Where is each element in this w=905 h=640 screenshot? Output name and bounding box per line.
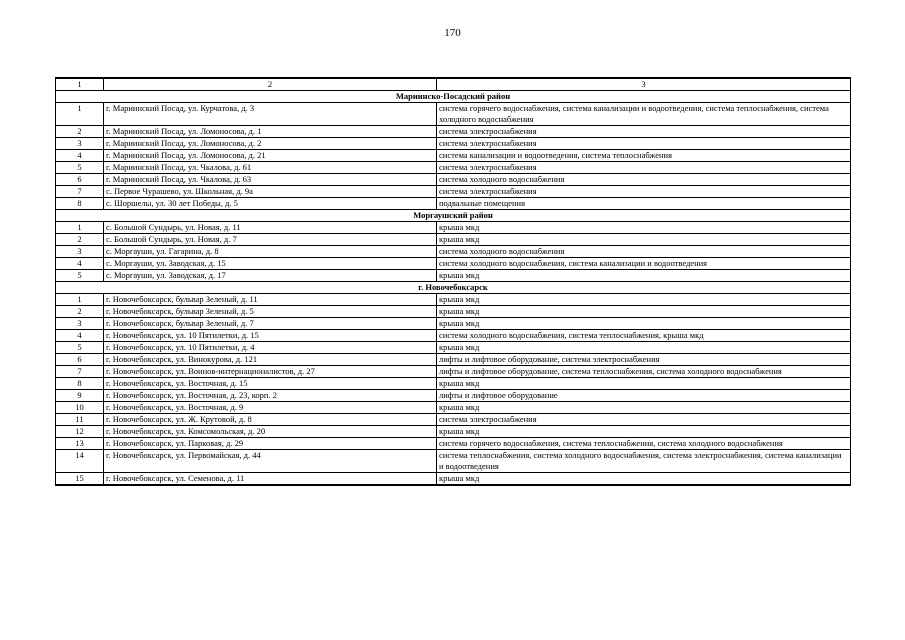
row-address-cell: с. Первое Чурашево, ул. Школьная, д. 9а [104, 186, 437, 198]
row-number-cell: 4 [56, 330, 104, 342]
row-number-cell: 10 [56, 402, 104, 414]
table-row [56, 162, 851, 174]
table-row [56, 258, 851, 270]
table-row [56, 378, 851, 390]
table-row [56, 306, 851, 318]
table-row [56, 402, 851, 414]
row-description-cell: система горячего водоснабжения, система канализации и водоотведения, система теплоснабжения, система холодного водоснабжения [437, 103, 851, 126]
row-number-cell: 3 [56, 318, 104, 330]
table-row [56, 174, 851, 186]
row-description-cell: система электроснабжения [437, 414, 851, 426]
row-number-cell: 3 [56, 138, 104, 150]
row-description-cell: система холодного водоснабжения [437, 246, 851, 258]
row-description-cell: система холодного водоснабжения, система канализации и водоотведения [437, 258, 851, 270]
row-description-cell: лифты и лифтовое оборудование, система электроснабжения [437, 354, 851, 366]
row-description-cell: система электроснабжения [437, 126, 851, 138]
row-description-cell: система горячего водоснабжения, система теплоснабжения, система холодного водоснабжения [437, 438, 851, 450]
row-number-cell: 11 [56, 414, 104, 426]
table-row [56, 426, 851, 438]
table-row [56, 198, 851, 210]
row-address-cell: г. Новочебоксарск, ул. Первомайская, д. 44 [104, 450, 437, 473]
table-row [56, 150, 851, 162]
row-address-cell: с. Большой Сундырь, ул. Новая, д. 7 [104, 234, 437, 246]
row-description-cell: крыша мкд [437, 342, 851, 354]
table-row [56, 414, 851, 426]
row-description-cell: система холодного водоснабжения [437, 174, 851, 186]
row-address-cell: г. Новочебоксарск, ул. Парковая, д. 29 [104, 438, 437, 450]
table-row [56, 390, 851, 402]
row-number-cell: 12 [56, 426, 104, 438]
table-row [56, 473, 851, 486]
row-number-cell: 6 [56, 174, 104, 186]
section-header-row [56, 210, 851, 222]
table-row [56, 246, 851, 258]
row-number-cell: 3 [56, 246, 104, 258]
row-number-cell: 4 [56, 150, 104, 162]
row-number-cell: 2 [56, 234, 104, 246]
row-number-cell: 13 [56, 438, 104, 450]
row-description-cell: система теплоснабжения, система холодного водоснабжения, система электроснабжения, система канализации и водоотведения [437, 450, 851, 473]
row-number-cell: 8 [56, 378, 104, 390]
row-description-cell: система холодного водоснабжения, система теплоснабжения, крыша мкд [437, 330, 851, 342]
row-number-cell: 1 [56, 294, 104, 306]
row-number-cell: 1 [56, 222, 104, 234]
row-number-cell: 15 [56, 473, 104, 486]
row-address-cell: г. Новочебоксарск, ул. Восточная, д. 15 [104, 378, 437, 390]
row-address-cell: г. Новочебоксарск, ул. Воинов-интернационалистов, д. 27 [104, 366, 437, 378]
column-header-number: 1 [56, 78, 104, 91]
table-row [56, 318, 851, 330]
row-description-cell: система электроснабжения [437, 162, 851, 174]
table-row [56, 126, 851, 138]
table-row [56, 354, 851, 366]
page-number: 170 [444, 27, 461, 39]
table-row [56, 222, 851, 234]
column-header-address: 2 [104, 78, 437, 91]
row-address-cell: г. Мариинский Посад, ул. Ломоносова, д. 21 [104, 150, 437, 162]
row-number-cell: 5 [56, 270, 104, 282]
section-title: Мариинско-Посадский район [56, 91, 851, 103]
table-row [56, 234, 851, 246]
row-address-cell: г. Мариинский Посад, ул. Чкалова, д. 61 [104, 162, 437, 174]
table-row [56, 438, 851, 450]
table-row [56, 270, 851, 282]
row-description-cell: крыша мкд [437, 222, 851, 234]
row-address-cell: с. Большой Сундырь, ул. Новая, д. 11 [104, 222, 437, 234]
row-description-cell: подвальные помещения [437, 198, 851, 210]
row-description-cell: крыша мкд [437, 306, 851, 318]
table-row [56, 450, 851, 473]
table-row [56, 330, 851, 342]
row-number-cell: 2 [56, 126, 104, 138]
row-description-cell: система электроснабжения [437, 186, 851, 198]
row-address-cell: г. Мариинский Посад, ул. Чкалова, д. 63 [104, 174, 437, 186]
row-address-cell: г. Новочебоксарск, ул. Восточная, д. 23, корп. 2 [104, 390, 437, 402]
row-description-cell: крыша мкд [437, 294, 851, 306]
table-row [56, 186, 851, 198]
section-header-row [56, 282, 851, 294]
row-address-cell: с. Шоршелы, ул. 30 лет Победы, д. 5 [104, 198, 437, 210]
table-row [56, 294, 851, 306]
row-address-cell: г. Новочебоксарск, ул. 10 Пятилетки, д. 15 [104, 330, 437, 342]
row-address-cell: г. Новочебоксарск, ул. Комсомольская, д. 20 [104, 426, 437, 438]
table-row [56, 103, 851, 126]
row-address-cell: г. Новочебоксарск, ул. Ж. Крутовой, д. 8 [104, 414, 437, 426]
row-address-cell: г. Новочебоксарск, ул. Винокурова, д. 121 [104, 354, 437, 366]
row-address-cell: г. Мариинский Посад, ул. Ломоносова, д. 2 [104, 138, 437, 150]
row-address-cell: г. Новочебоксарск, ул. 10 Пятилетки, д. 4 [104, 342, 437, 354]
row-number-cell: 2 [56, 306, 104, 318]
row-description-cell: лифты и лифтовое оборудование [437, 390, 851, 402]
row-address-cell: г. Новочебоксарск, бульвар Зеленый, д. 11 [104, 294, 437, 306]
row-address-cell: г. Новочебоксарск, ул. Восточная, д. 9 [104, 402, 437, 414]
row-description-cell: система канализации и водоотведения, система теплоснабжения [437, 150, 851, 162]
row-number-cell: 7 [56, 366, 104, 378]
document-table [55, 77, 851, 486]
table-row [56, 342, 851, 354]
row-description-cell: крыша мкд [437, 318, 851, 330]
row-address-cell: г. Новочебоксарск, бульвар Зеленый, д. 7 [104, 318, 437, 330]
row-address-cell: г. Новочебоксарск, ул. Семенова, д. 11 [104, 473, 437, 486]
column-header-description: 3 [437, 78, 851, 91]
row-address-cell: г. Мариинский Посад, ул. Курчатова, д. 3 [104, 103, 437, 126]
table-body [56, 78, 851, 485]
row-number-cell: 4 [56, 258, 104, 270]
row-number-cell: 8 [56, 198, 104, 210]
row-number-cell: 1 [56, 103, 104, 126]
row-description-cell: крыша мкд [437, 378, 851, 390]
row-description-cell: крыша мкд [437, 402, 851, 414]
row-number-cell: 7 [56, 186, 104, 198]
column-header-row [56, 78, 851, 91]
row-description-cell: крыша мкд [437, 426, 851, 438]
section-header-row [56, 91, 851, 103]
row-description-cell: лифты и лифтовое оборудование, система теплоснабжения, система холодного водоснабжения [437, 366, 851, 378]
row-description-cell: система электроснабжения [437, 138, 851, 150]
row-number-cell: 5 [56, 162, 104, 174]
row-address-cell: с. Моргауши, ул. Заводская, д. 15 [104, 258, 437, 270]
section-title: Моргаушский район [56, 210, 851, 222]
row-address-cell: г. Новочебоксарск, бульвар Зеленый, д. 5 [104, 306, 437, 318]
section-title: г. Новочебоксарск [56, 282, 851, 294]
row-description-cell: крыша мкд [437, 234, 851, 246]
row-address-cell: с. Моргауши, ул. Гагарина, д. 8 [104, 246, 437, 258]
row-address-cell: с. Моргауши, ул. Заводская, д. 17 [104, 270, 437, 282]
row-number-cell: 5 [56, 342, 104, 354]
row-description-cell: крыша мкд [437, 270, 851, 282]
row-address-cell: г. Мариинский Посад, ул. Ломоносова, д. 1 [104, 126, 437, 138]
row-number-cell: 6 [56, 354, 104, 366]
table-row [56, 366, 851, 378]
row-number-cell: 14 [56, 450, 104, 473]
row-description-cell: крыша мкд [437, 473, 851, 486]
row-number-cell: 9 [56, 390, 104, 402]
table-row [56, 138, 851, 150]
